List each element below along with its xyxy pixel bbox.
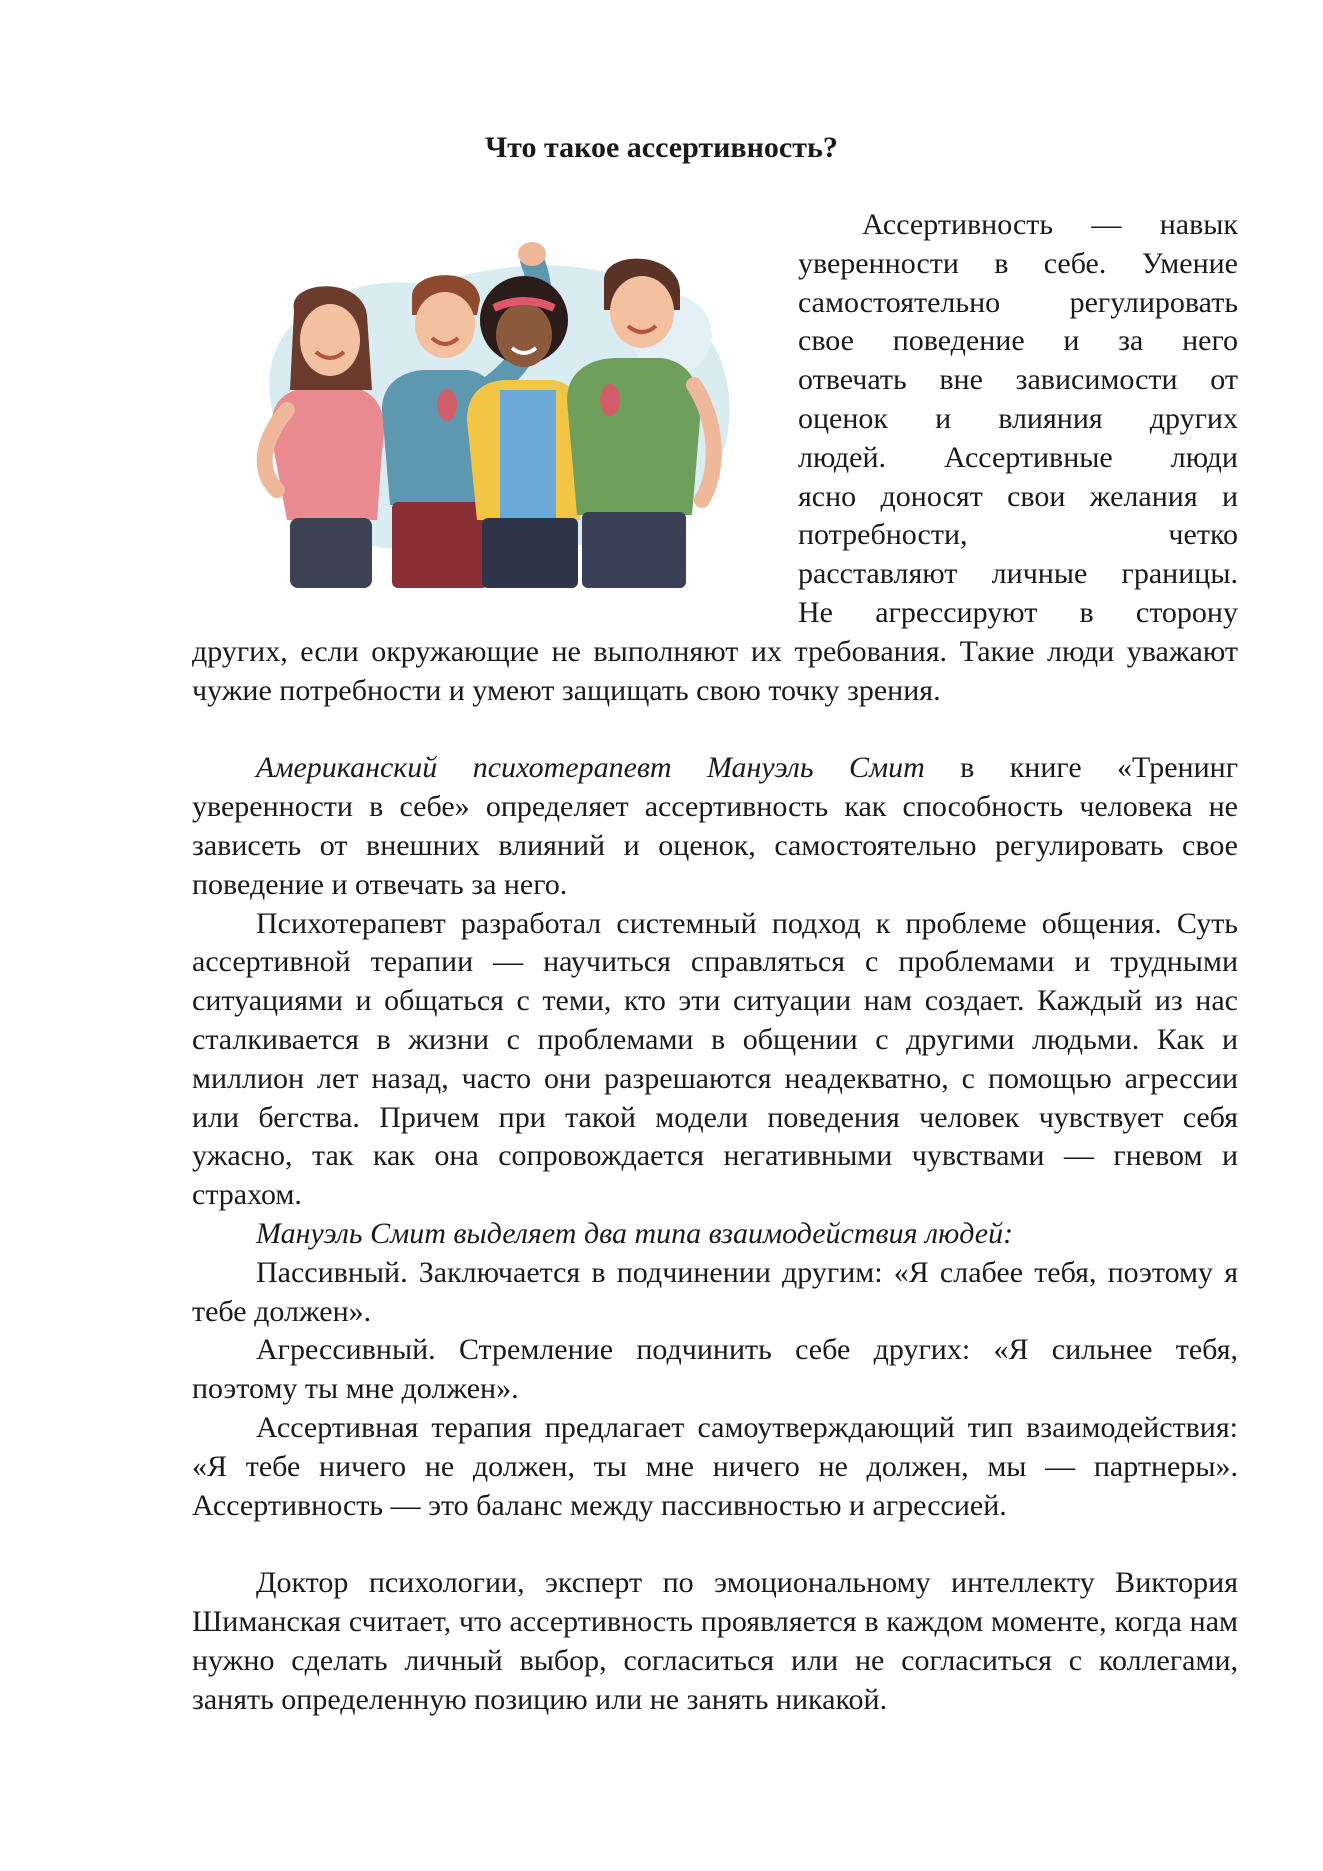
intro-line: ясно доносят свои желания и	[798, 479, 1238, 513]
intro-line: расставляют личные границы.	[798, 557, 1238, 591]
paragraph-aggressive-type: Агрессивный. Стремление подчинить себе других: «Я сильнее тебя, поэтому ты мне должен».	[192, 1333, 1238, 1406]
paragraph-manuel-smith	[192, 749, 1238, 904]
intro-line: Ассертивность — навык	[862, 208, 1238, 241]
group-of-four-people-illustration	[232, 240, 752, 600]
paragraph-text: в книге «Тренинг уверенности в себе» определяет ассертивность как способность человека не зависеть от внешних влияний и оценок, самостоятельно регулировать свое поведение и отвечать за него.	[192, 751, 1238, 901]
author-name-italic: Американский психотерапевт Мануэль Смит	[256, 751, 925, 785]
paragraph-passive-type: Пассивный. Заключается в подчинении другим: «Я слабее тебя, поэтому я тебе должен».	[192, 1255, 1238, 1328]
intro-line: свое поведение и за него	[798, 324, 1238, 358]
intro-line: отвечать вне зависимости от	[798, 363, 1238, 397]
paragraph-gap	[192, 1525, 1238, 1564]
page-title: Что такое ассертивность?	[485, 131, 838, 164]
document-body	[192, 633, 1238, 1719]
intro-line: оценок и влияния других	[798, 401, 1238, 435]
paragraph-gap	[192, 711, 1238, 750]
paragraph-systemic-approach: Психотерапевт разработал системный подход к проблеме общения. Суть ассертивной терапии — научиться справляться с проблемами и трудными ситуациями и общаться с теми, кто эти ситуации нам создает. Каждый из нас сталкивается в жизни с проблемами в общении с другими людьми. Как и миллион лет назад, часто они разрешаются неадекватно, с помощью агрессии или бегства. Причем при такой модели поведения человек чувствует себя ужасно, так как она сопровождается негативными чувствами — гневом и страхом.	[192, 906, 1238, 1212]
intro-line: Не агрессируют в сторону	[798, 595, 1238, 629]
people-illustration-svg	[232, 240, 752, 600]
intro-continuation: других, если окружающие не выполняют их требования. Такие люди уважают чужие потребности и умеют защищать свою точку зрения.	[192, 635, 1238, 707]
intro-line: потребности, четко	[798, 518, 1238, 552]
intro-line: самостоятельно регулировать	[798, 285, 1238, 319]
intro-line: людей. Ассертивные люди	[798, 440, 1238, 474]
paragraph-two-types-heading: Мануэль Смит выделяет два типа взаимодействия людей:	[256, 1216, 1014, 1250]
paragraph-assertive-therapy: Ассертивная терапия предлагает самоутверждающий тип взаимодействия: «Я тебе ничего не должен, ты мне ничего не должен, мы — партнеры». Ассертивность — это баланс между пассивностью и агрессией.	[192, 1410, 1238, 1522]
paragraph-shimanskaya: Доктор психологии, эксперт по эмоциональному интеллекту Виктория Шиманская считает, что ассертивность проявляется в каждом моменте, когда нам нужно сделать личный выбор, согласиться или не согласиться с коллегами, занять определенную позицию или не занять никакой.	[192, 1566, 1238, 1716]
intro-text-right-column	[798, 206, 1238, 633]
intro-line: уверенности в себе. Умение	[798, 246, 1238, 280]
